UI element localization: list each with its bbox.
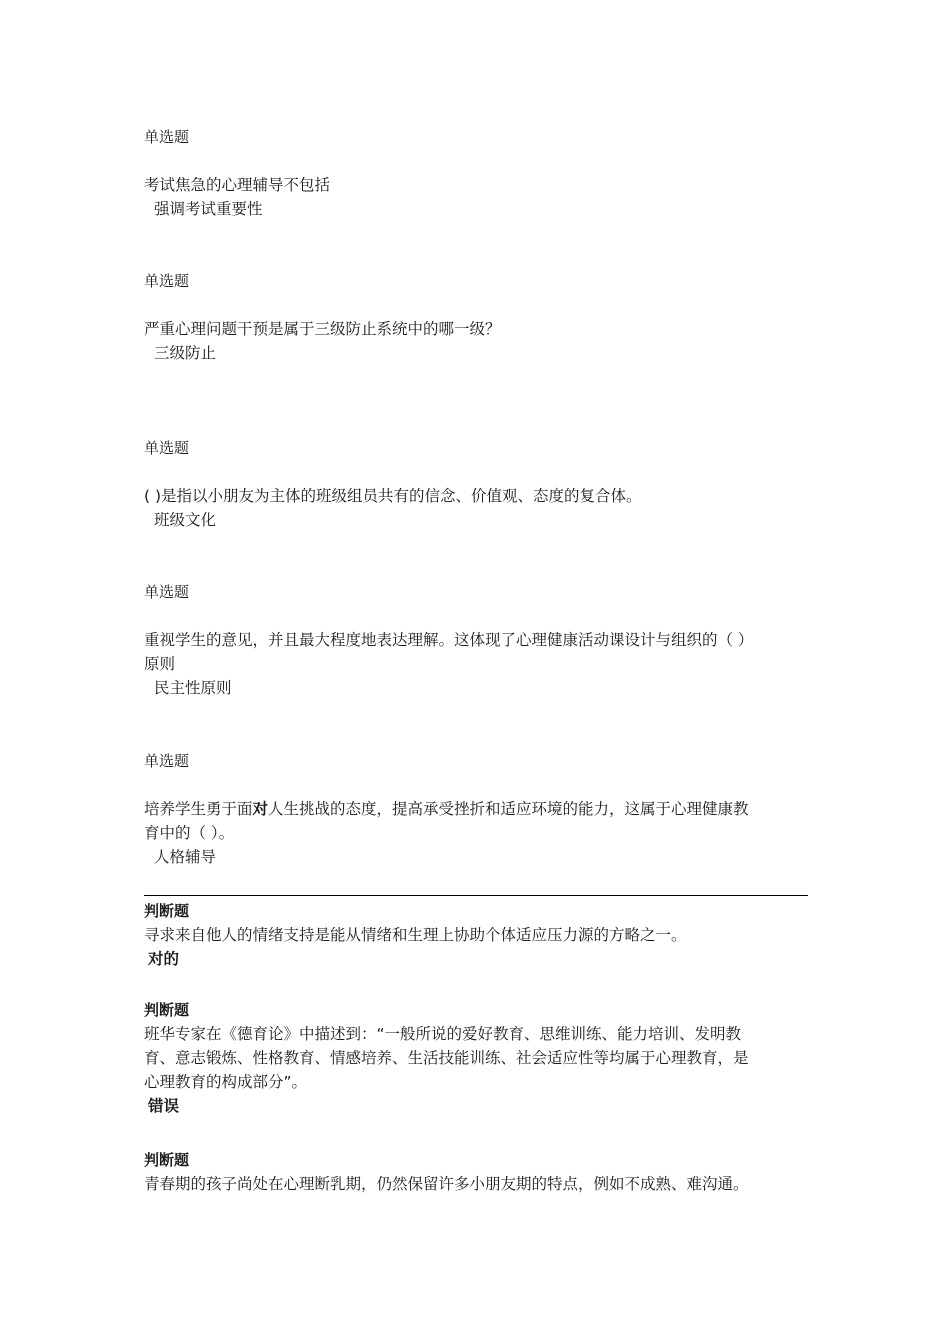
question-block (144, 998, 808, 1118)
answer-text: 人格辅导 (154, 848, 217, 866)
question-text-line-1: 班华专家在《德育论》中描述到：“一般所说的爱好教育、思维训练、能力培训、发明教 (144, 1025, 742, 1043)
question-text-line-1: 重视学生的意见，并且最大程度地表达理解。这体现了心理健康活动课设计与组织的（ ） (144, 631, 754, 649)
answer-text: 强调考试重要性 (154, 200, 263, 218)
question-text: ( )是指以小朋友为主体的班级组员共有的信念、价值观、态度的复合体。 (144, 487, 642, 505)
answer-text: 民主性原则 (154, 679, 232, 697)
question-type-label: 单选题 (144, 272, 190, 290)
answer-text: 对的 (148, 950, 180, 968)
question-text: 考试焦急的心理辅导不包括 (144, 176, 331, 194)
answer-text: 三级防止 (154, 344, 217, 362)
question-text-line-1 (144, 797, 808, 821)
question-type-label: 单选题 (144, 128, 190, 146)
question-text: 严重心理问题干预是属于三级防止系统中的哪一级？ (144, 320, 501, 338)
question-text-line-2: 育、意志锻炼、性格教育、情感培养、生活技能训练、社会适应性等均属于心理教育，是 (144, 1049, 749, 1067)
question-type-label: 单选题 (144, 583, 190, 601)
answer-text: 错误 (148, 1097, 180, 1115)
question-block (144, 269, 808, 365)
question-block (144, 1148, 808, 1196)
question-text-line-2: 原则 (144, 655, 176, 673)
question-type-label: 单选题 (144, 752, 190, 770)
question-text: 青春期的孩子尚处在心理断乳期，仍然保留许多小朋友期的特点，例如不成熟、难沟通。 (144, 1175, 749, 1193)
question-block (144, 749, 808, 869)
question-text-segment: 培养学生勇于面 (144, 800, 253, 818)
question-text-bold-segment: 对 (252, 800, 269, 818)
question-text-segment: 人生挑战的态度，提高承受挫折和适应环境的能力，这属于心理健康教 (268, 800, 749, 818)
question-block (144, 580, 808, 700)
question-block (144, 436, 808, 532)
question-type-label: 判断题 (144, 1151, 190, 1169)
question-text-line-3: 心理教育的构成部分”。 (144, 1073, 308, 1091)
question-text: 寻求来自他人的情绪支持是能从情绪和生理上协助个体适应压力源的方略之一。 (144, 926, 687, 944)
question-block (144, 899, 808, 971)
question-type-label: 判断题 (144, 902, 190, 920)
section-divider (144, 895, 808, 896)
question-text-line-2: 育中的（ ）。 (144, 824, 235, 842)
question-type-label: 单选题 (144, 439, 190, 457)
answer-text: 班级文化 (154, 511, 217, 529)
question-block (144, 125, 808, 221)
question-type-label: 判断题 (144, 1001, 190, 1019)
